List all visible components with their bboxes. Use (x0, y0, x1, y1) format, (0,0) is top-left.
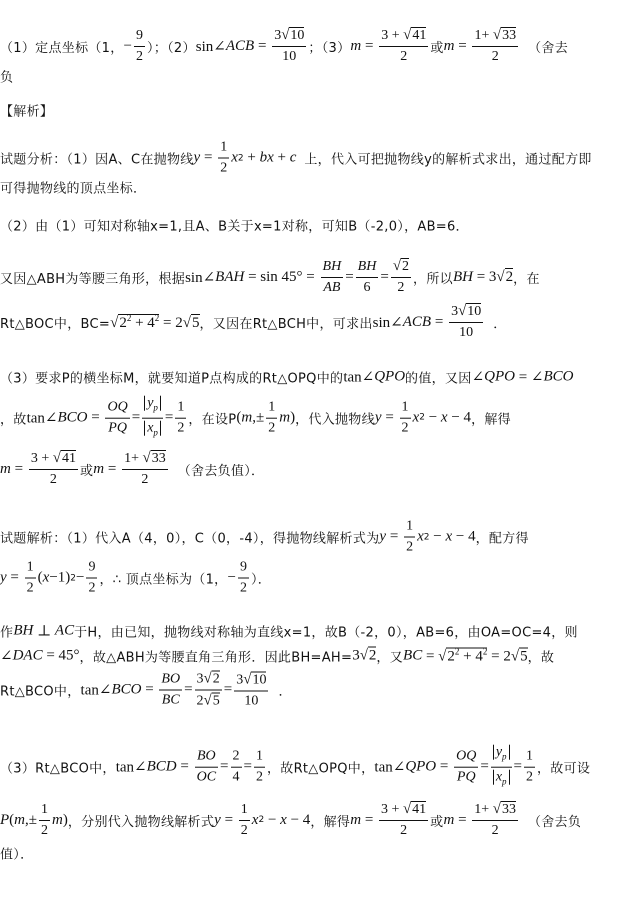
answer-part1: （1）定点坐标（1， (0, 40, 124, 56)
fraction-9-over-2: $\frac{9}{2}$ (136, 27, 144, 64)
fraction-3sqrt10-over-10: $\frac{3√10}{10}$ (274, 27, 305, 64)
fraction-m1: $\frac{3 + √41}{2}$ (381, 27, 427, 64)
analysis-title: 【解析】 (0, 104, 54, 120)
fraction-m2: $\frac{1+ √33}{2}$ (474, 27, 517, 64)
